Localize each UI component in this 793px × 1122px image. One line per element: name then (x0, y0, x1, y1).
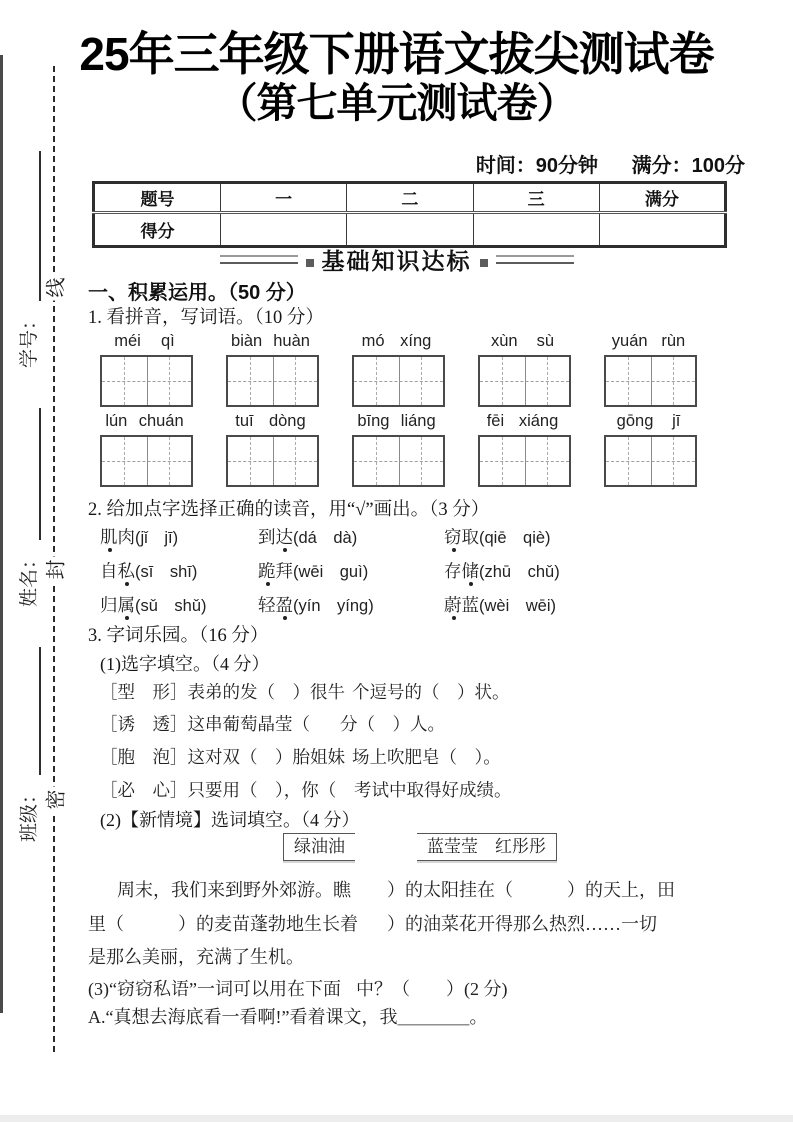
line-right-fragment: ）的油菜花开得那么热烈……一切 (387, 914, 657, 934)
exam-meta (476, 149, 745, 178)
question3-prompt: 3. 字词乐园。（16 分） (88, 626, 269, 646)
pinyin-options: (sī shī) (135, 563, 198, 581)
reading-choice-item (100, 558, 258, 583)
target-word: 窃取 (444, 527, 479, 547)
pinyin-syllable: xíng (400, 332, 432, 350)
pinyin-syllable: yuán (611, 332, 648, 350)
pinyin-label (472, 412, 573, 431)
fill-blank-line (0, 679, 793, 705)
pinyin-label (346, 412, 447, 431)
writing-grid-box[interactable] (226, 435, 319, 487)
seal-char-xian: 线 (35, 275, 74, 301)
pinyin-label (598, 332, 699, 351)
seal-char-feng: 封 (35, 557, 74, 583)
part1-heading: 一、积累运用。（50 分） (88, 282, 306, 304)
seal-field-label: 班级： (19, 784, 40, 842)
pinyin-syllable: jī (672, 412, 681, 430)
reading-choice-item (444, 524, 560, 549)
seal-field-blank[interactable] (17, 151, 41, 301)
banner-line-right (496, 255, 574, 264)
score-table-header: 题号 (94, 183, 221, 213)
pinyin-options: (zhū chǔ) (479, 563, 560, 581)
reading-choice-item (258, 524, 444, 549)
word-choice-box-right: 蓝莹莹 红彤彤 (417, 833, 557, 861)
score-cell[interactable] (599, 213, 725, 247)
pinyin-syllable: xùn (490, 332, 518, 350)
question3-sub1-prompt: (1)选字填空。（4 分） (100, 654, 270, 674)
full-score: 满分：100分 (631, 155, 745, 177)
question2-items-grid (100, 524, 560, 617)
page-title: 25年三年级下册语文拔尖测试卷 (79, 28, 714, 80)
pinyin-writing-row (0, 412, 793, 488)
score-cell[interactable] (221, 213, 347, 247)
pinyin-syllable: liáng (400, 412, 436, 430)
pinyin-label (598, 412, 699, 431)
table-row (94, 213, 726, 247)
score-row-label: 得分 (94, 213, 221, 247)
score-table-header: 一 (221, 183, 347, 213)
pinyin-label (94, 412, 195, 431)
line-right-fragment: 分（ ）人。 (340, 714, 445, 734)
pinyin-options: (dá dà) (293, 529, 358, 547)
seal-field-blank[interactable] (17, 647, 41, 775)
line-right-fragment: 场上吹肥皂（ ）。 (352, 747, 501, 767)
line-left-fragment: ［必 心］只要用（ ），你（ (100, 780, 337, 800)
target-word: 到达 (258, 527, 293, 547)
target-word: 蔚蓝 (444, 595, 479, 615)
target-word: 归属 (100, 595, 135, 615)
reading-choice-item (258, 558, 444, 583)
reading-choice-item (444, 592, 560, 617)
pinyin-options: (jǐ jī) (135, 529, 179, 547)
line-left-fragment: ［型 形］表弟的发（ ）很牛 (100, 682, 345, 702)
banner-line-left (220, 255, 298, 264)
writing-grid-box[interactable] (604, 355, 697, 407)
score-cell[interactable] (473, 213, 599, 247)
banner-square-icon (306, 259, 314, 267)
pinyin-syllable: huàn (273, 332, 310, 350)
pinyin-syllable: dòng (268, 412, 306, 430)
pinyin-syllable: lún (105, 412, 128, 430)
question2-prompt: 2. 给加点字选择正确的读音，用“√”画出。（3 分） (88, 500, 490, 520)
target-word: 跪拜 (258, 561, 293, 581)
line-left-fragment: ［诱 透］这串葡萄晶莹（ (100, 714, 310, 734)
seal-student-info (14, 52, 41, 842)
fill-blank-line (0, 711, 793, 737)
scan-edge-line (0, 55, 3, 1013)
pinyin-label (346, 332, 447, 351)
writing-grid-box[interactable] (478, 435, 571, 487)
reading-choice-item (258, 592, 444, 617)
section-banner (0, 243, 793, 276)
section-banner-title: 基础知识达标 (321, 248, 472, 274)
score-table-header: 满分 (599, 183, 725, 213)
time-limit: 时间：90分钟 (475, 155, 599, 177)
pinyin-syllable: sù (536, 332, 555, 350)
pinyin-options: (qiē qiè) (479, 529, 551, 547)
pinyin-label (94, 332, 195, 351)
option-a-line: A.“真想去海底看一看啊!”看着课文，我＿＿＿＿。 (88, 1007, 488, 1027)
pinyin-syllable: biàn (231, 332, 263, 350)
line-left-fragment: 周末，我们来到野外郊游。瞧 (117, 880, 351, 900)
writing-grid-box[interactable] (352, 355, 445, 407)
seal-field-label: 姓名： (19, 549, 40, 607)
pinyin-syllable: fēi (486, 412, 505, 430)
pinyin-options: (yín yíng) (293, 597, 374, 615)
table-row (94, 183, 726, 213)
pinyin-syllable: chuán (138, 412, 184, 430)
question3-sub3-line (0, 975, 793, 1001)
pinyin-writing-row (0, 332, 793, 408)
target-word: 自私 (100, 561, 135, 581)
pinyin-syllable: méi (114, 332, 141, 350)
paragraph-line (0, 943, 793, 969)
line-left-fragment: ［胞 泡］这对双（ ）胎姐妹 (100, 747, 345, 767)
line-right-fragment: 个逗号的（ ）状。 (352, 682, 510, 702)
writing-grid-box[interactable] (226, 355, 319, 407)
banner-square-icon (480, 259, 488, 267)
seal-field-label: 学号： (19, 310, 40, 368)
fill-blank-line (0, 744, 793, 770)
pinyin-label (220, 412, 321, 431)
pinyin-syllable: bīng (357, 412, 390, 430)
question3-sub2-prompt: (2)【新情境】选词填空。（4 分） (100, 810, 360, 830)
pinyin-syllable: mó (361, 332, 385, 350)
question1-prompt: 1. 看拼音，写词语。（10 分） (88, 308, 324, 328)
pinyin-syllable: qì (161, 332, 175, 350)
reading-choice-item (444, 558, 560, 583)
page-subtitle: （第七单元测试卷） (216, 80, 577, 126)
pinyin-options: (wēi guì) (293, 563, 369, 581)
pinyin-options: (wèi wēi) (479, 597, 557, 615)
line-right-fragment: 中？（ ）(2 分) (356, 979, 508, 999)
score-table (92, 181, 727, 248)
writing-grid-box[interactable] (478, 355, 571, 407)
pinyin-syllable: rùn (661, 332, 686, 350)
paragraph-line (0, 876, 793, 902)
writing-grid-box[interactable] (100, 355, 193, 407)
line-left-fragment: (3)“窃窃私语”一词可以用在下面 (88, 979, 341, 999)
reading-choice-item (100, 592, 258, 617)
writing-grid-box[interactable] (100, 435, 193, 487)
line-left-fragment: 里（ ）的麦苗蓬勃地生长着 (88, 914, 358, 934)
target-word: 轻盈 (258, 595, 293, 615)
paragraph-line (0, 910, 793, 936)
pinyin-label (472, 332, 573, 351)
pinyin-options: (sǔ shǔ) (135, 597, 207, 615)
fill-blank-line (0, 777, 793, 803)
score-table-header: 三 (473, 183, 599, 213)
scan-bottom-strip (0, 1115, 793, 1122)
pinyin-syllable: gōng (616, 412, 654, 430)
pinyin-label (220, 332, 321, 351)
word-choice-box-left: 绿油油 (283, 833, 355, 861)
reading-choice-item (100, 524, 258, 549)
pinyin-syllable: xiáng (518, 412, 559, 430)
target-word: 肌肉 (100, 527, 135, 547)
line-left-fragment: 是那么美丽，充满了生机。 (88, 947, 304, 967)
seal-field-blank[interactable] (17, 408, 41, 540)
writing-grid-box[interactable] (604, 435, 697, 487)
score-cell[interactable] (347, 213, 473, 247)
seal-char-mi: 密 (35, 787, 74, 813)
score-table-header: 二 (347, 183, 473, 213)
line-right-fragment: ）的太阳挂在（ ）的天上，田 (387, 880, 675, 900)
line-right-fragment: 考试中取得好成绩。 (354, 780, 512, 800)
target-word: 存储 (444, 561, 479, 581)
pinyin-syllable: tuī (235, 412, 254, 430)
writing-grid-box[interactable] (352, 435, 445, 487)
